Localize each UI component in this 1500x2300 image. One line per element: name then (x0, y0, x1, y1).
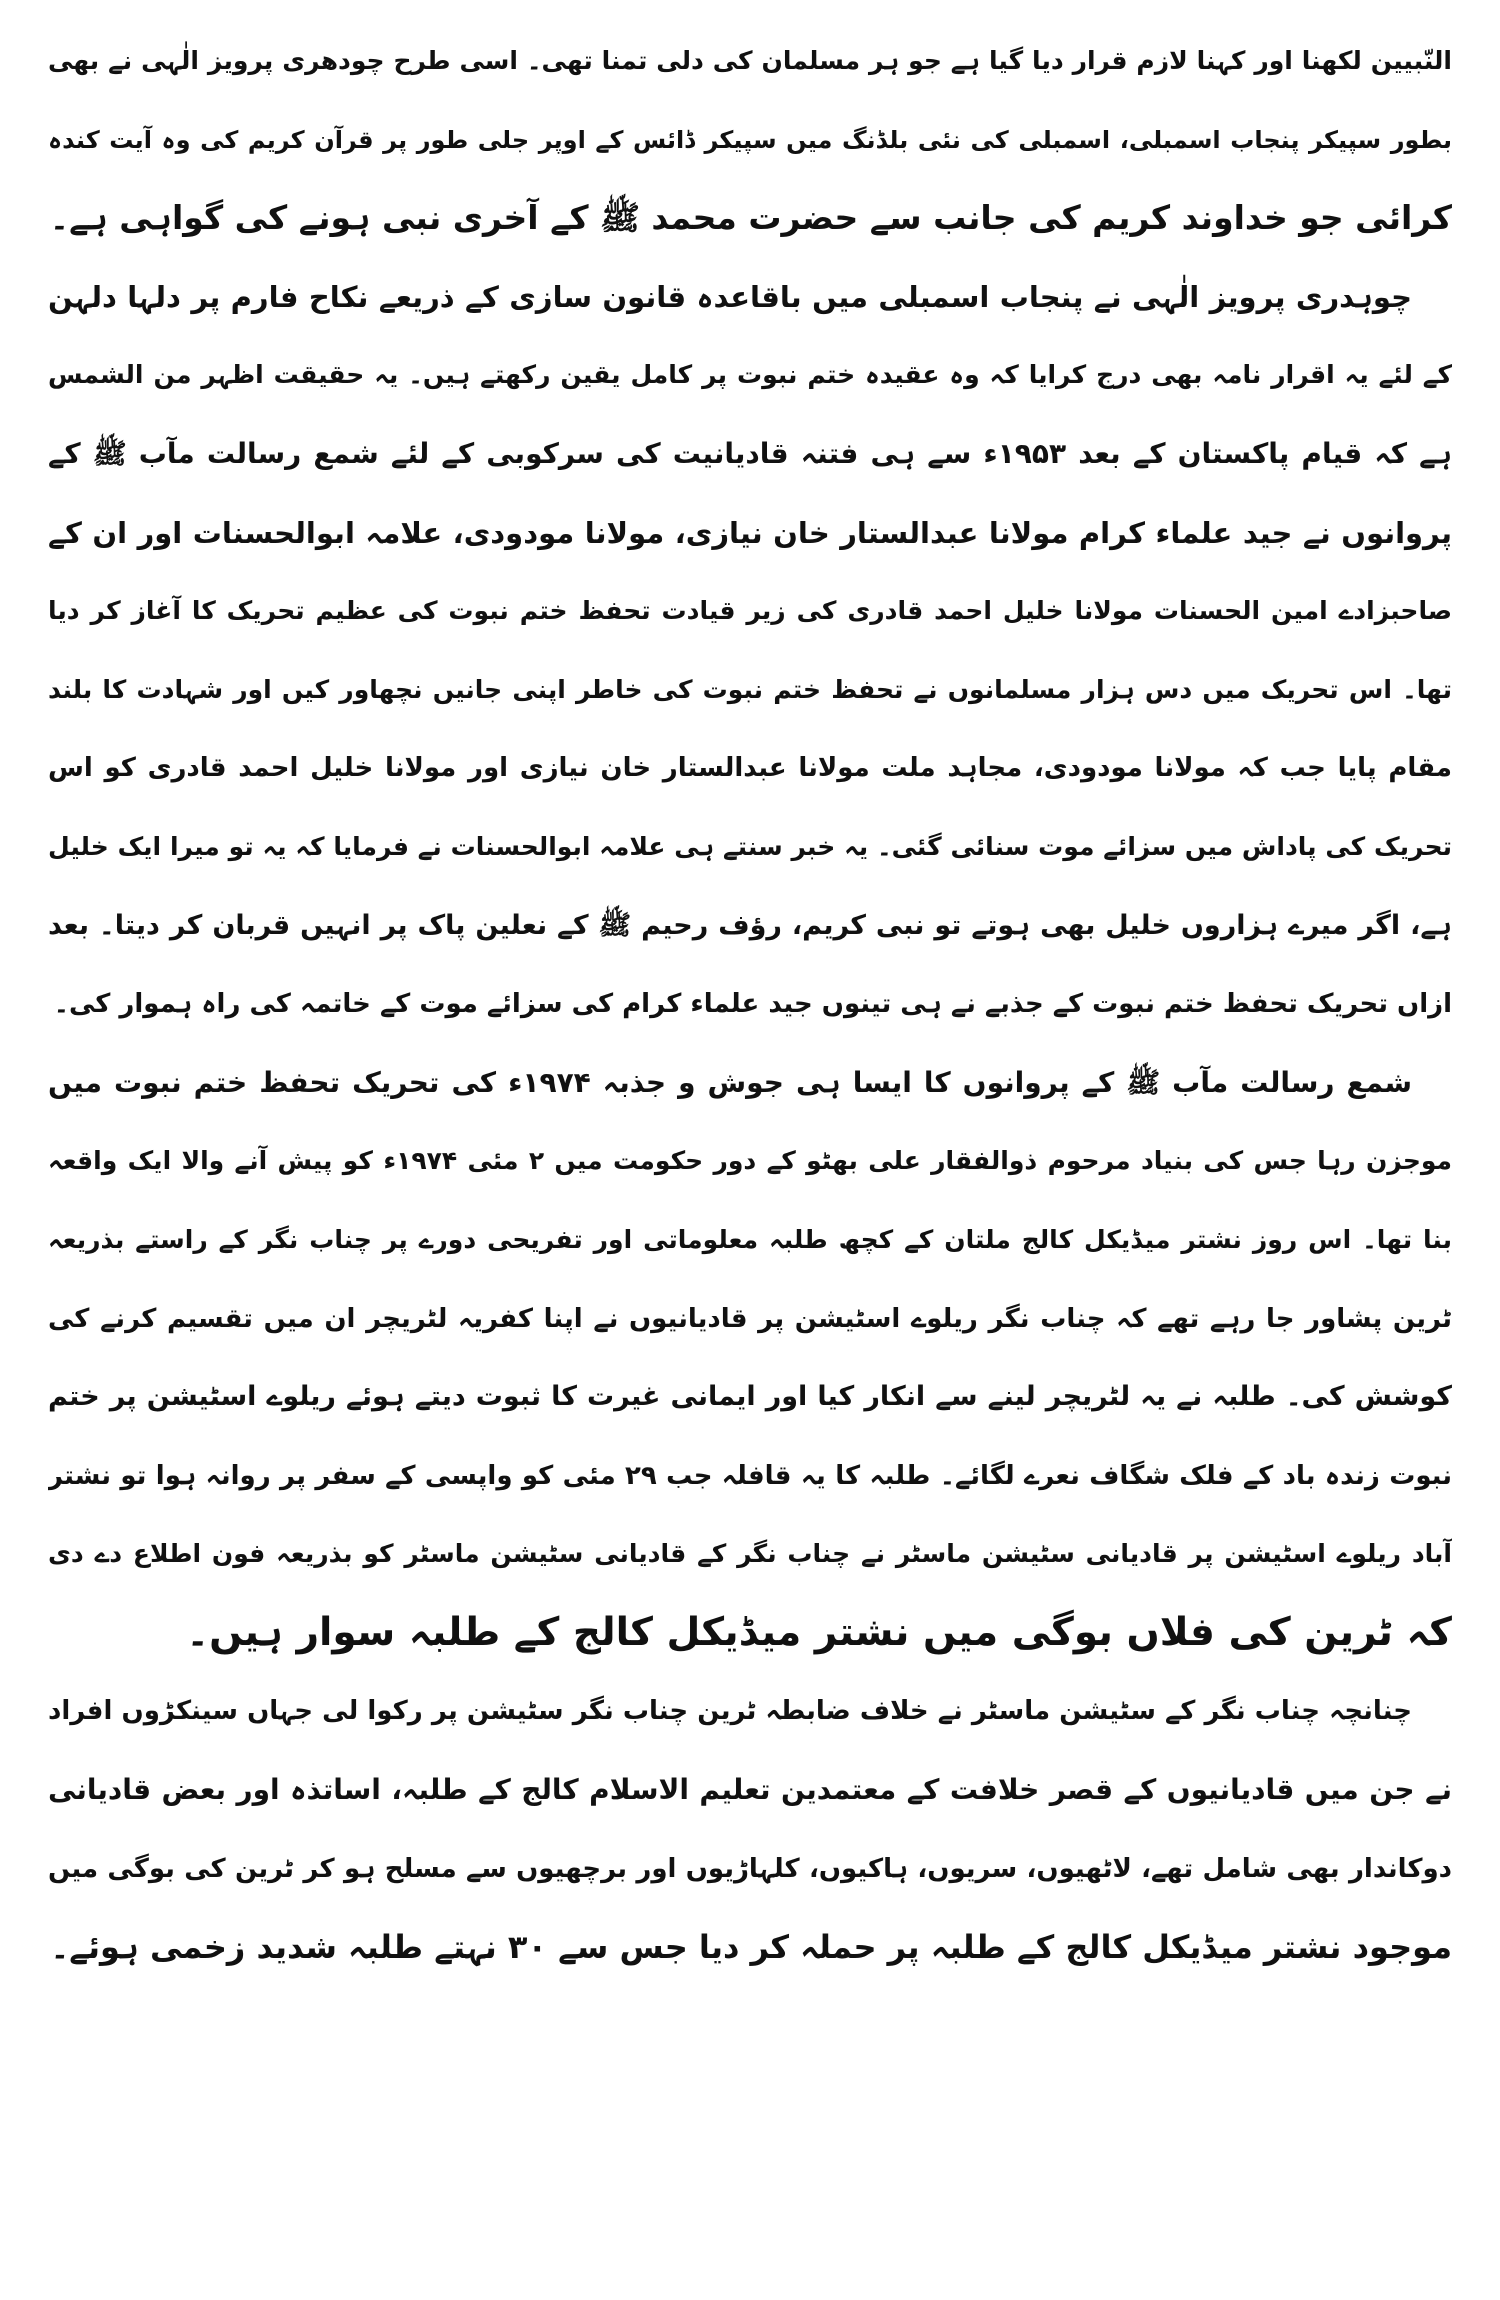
text-line: النّبیین لکھنا اور کہنا لازم قرار دیا گیا ہے جو ہر مسلمان کی دلی تمنا تھی۔ اسی طرح چودھری پرویز الٰہی نے بھی (48, 46, 1452, 75)
text-line: موجزن رہا جس کی بنیاد مرحوم ذوالفقار علی بھٹو کے دور حکومت میں ۲ مئی ۱۹۷۴ء کو پیش آنے والا ایک واقعہ (48, 1146, 1452, 1176)
text-line: پروانوں نے جید علماء کرام مولانا عبدالستار خان نیازی، مولانا مودودی، علامہ ابوالحسنات اور ان کے (48, 515, 1452, 550)
text-line: ہے، اگر میرے ہزاروں خلیل بھی ہوتے تو نبی کریم، رؤف رحیم ﷺ کے نعلین پاک پر انہیں قربان کر دیتا۔ بعد (48, 909, 1452, 941)
text-line: شمع رسالت مآب ﷺ کے پروانوں کا ایسا ہی جوش و جذبہ ۱۹۷۴ء کی تحریک تحفظ ختم نبوت میں (48, 1065, 1412, 1099)
text-line: ہے کہ قیام پاکستان کے بعد ۱۹۵۳ء سے ہی فتنہ قادیانیت کی سرکوبی کے لئے شمع رسالت مآب ﷺ کے (48, 436, 1452, 470)
text-line: کوشش کی۔ طلبہ نے یہ لٹریچر لینے سے انکار کیا اور ایمانی غیرت کا ثبوت دیتے ہوئے ریلوے اسٹیشن پر ختم (48, 1381, 1452, 1413)
text-line: کے لئے یہ اقرار نامہ بھی درج کرایا کہ وہ عقیدہ ختم نبوت پر کامل یقین رکھتے ہیں۔ یہ حقیقت اظہر من الشمس (48, 360, 1452, 390)
text-line: صاحبزادے امین الحسنات مولانا خلیل احمد قادری کی زیر قیادت تحفظ ختم نبوت کی عظیم تحریک کا آغاز کر دیا (48, 596, 1452, 626)
text-line: ٹرین پشاور جا رہے تھے کہ چناب نگر ریلوے اسٹیشن پر قادیانیوں نے اپنا کفریہ لٹریچر ان میں تقسیم کرنے کی (48, 1303, 1452, 1334)
text-line: نے جن میں قادیانیوں کے قصر خلافت کے معتمدین تعلیم الاسلام کالج کے طلبہ، اساتذہ اور بعض قادیانی (48, 1773, 1452, 1807)
text-line: موجود نشتر میڈیکل کالج کے طلبہ پر حملہ کر دیا جس سے ۳۰ نہتے طلبہ شدید زخمی ہوئے۔ (50, 1928, 1452, 1967)
text-line: نبوت زندہ باد کے فلک شگاف نعرے لگائے۔ طلبہ کا یہ قافلہ جب ۲۹ مئی کو واپسی کے سفر پر روانہ ہوا تو نشتر (48, 1460, 1452, 1491)
paragraph-1 (48, 22, 1452, 258)
paragraph-3 (48, 1044, 1452, 1673)
text-line: ازاں تحریک تحفظ ختم نبوت کے جذبے نے ہی تینوں جید علماء کرام کی سزائے موت کے خاتمہ کی راہ ہموار کی۔ (53, 989, 1452, 1020)
text-line: مقام پایا جب کہ مولانا مودودی، مجاہد ملت مولانا عبدالستار خان نیازی اور مولانا خلیل احمد قادری کو اس (48, 753, 1452, 784)
paragraph-2 (48, 258, 1452, 1044)
text-line: کہ ٹرین کی فلاں بوگی میں نشتر میڈیکل کالج کے طلبہ سوار ہیں۔ (186, 1609, 1452, 1655)
text-line: بنا تھا۔ اس روز نشتر میڈیکل کالج ملتان کے کچھ طلبہ معلوماتی اور تفریحی دورے پر چناب نگر کے راستے بذریعہ (48, 1224, 1452, 1254)
text-line: آباد ریلوے اسٹیشن پر قادیانی سٹیشن ماسٹر نے چناب نگر کے قادیانی سٹیشن ماسٹر کو بذریعہ فون اطلاع دے دی (48, 1539, 1452, 1569)
text-line: دوکاندار بھی شامل تھے، لاٹھیوں، سریوں، ہاکیوں، کلہاڑیوں اور برچھیوں سے مسلح ہو کر ٹرین کی بوگی میں (48, 1853, 1452, 1884)
paragraph-4 (48, 1672, 1452, 1986)
text-line: تحریک کی پاداش میں سزائے موت سنائی گئی۔ یہ خبر سنتے ہی علامہ ابوالحسنات نے فرمایا کہ یہ تو میرا ایک خلیل (48, 831, 1452, 861)
text-line: تھا۔ اس تحریک میں دس ہزار مسلمانوں نے تحفظ ختم نبوت کی خاطر اپنی جانیں نچھاور کیں اور شہادت کا بلند (48, 674, 1452, 704)
text-line: کرائی جو خداوند کریم کی جانب سے حضرت محمد ﷺ کے آخری نبی ہونے کی گواہی ہے۔ (49, 198, 1452, 238)
text-line: چنانچہ چناب نگر کے سٹیشن ماسٹر نے خلاف ضابطہ ٹرین چناب نگر سٹیشن پر رکوا لی جہاں سینکڑوں افراد (48, 1696, 1412, 1727)
text-line: بطور سپیکر پنجاب اسمبلی، اسمبلی کی نئی بلڈنگ میں سپیکر ڈائس کے اوپر جلی طور پر قرآن کریم کی وہ آیت کندہ (48, 125, 1452, 154)
text-line: چوہدری پرویز الٰہی نے پنجاب اسمبلی میں باقاعدہ قانون سازی کے ذریعے نکاح فارم پر دلہا دلہن (48, 279, 1412, 314)
